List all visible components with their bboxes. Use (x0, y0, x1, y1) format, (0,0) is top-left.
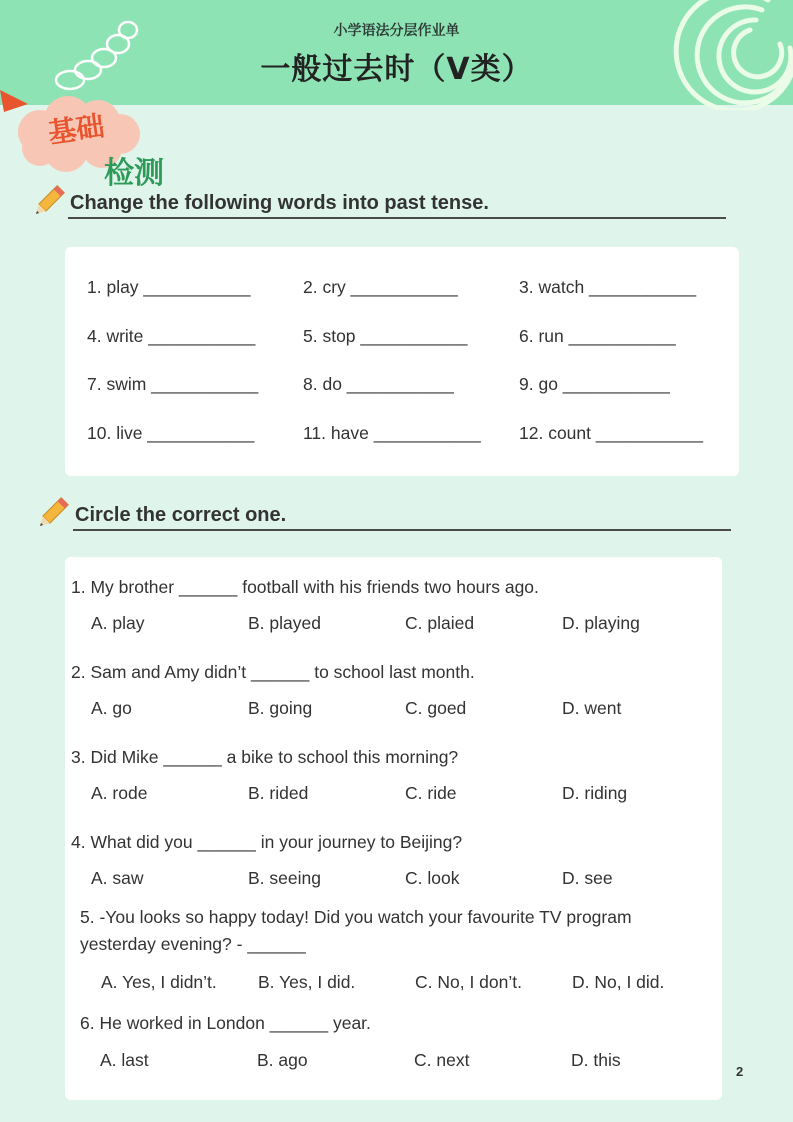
word-item: 5. stop ___________ (303, 326, 468, 346)
word-item: 4. write ___________ (87, 326, 256, 346)
option-b[interactable]: B. rided (248, 783, 309, 803)
option-d[interactable]: D. riding (562, 783, 628, 803)
option-d[interactable]: D. this (571, 1050, 621, 1070)
question-text: 5. -You looks so happy today! Did you watch your favourite TV program (80, 907, 632, 927)
option-d[interactable]: D. No, I did. (572, 972, 665, 992)
word-item: 7. swim ___________ (87, 374, 259, 394)
word-item: 11. have ___________ (303, 423, 481, 443)
question-text: 3. Did Mike ______ a bike to school this morning? (71, 747, 459, 767)
pencil-icon (28, 182, 68, 222)
option-b[interactable]: B. Yes, I did. (258, 972, 356, 992)
option-c[interactable]: C. goed (405, 698, 467, 718)
option-b[interactable]: B. seeing (248, 868, 321, 888)
pencil-icon (32, 494, 72, 534)
option-d[interactable]: D. went (562, 698, 622, 718)
word-item: 3. watch ___________ (519, 277, 697, 297)
section2-heading: Circle the correct one. (75, 504, 287, 526)
option-a[interactable]: A. play (91, 613, 145, 633)
option-d[interactable]: D. playing (562, 613, 640, 633)
question-text-continued: yesterday evening? - ______ (80, 934, 306, 954)
badge-sublabel: 检测 (104, 156, 164, 191)
word-item: 2. cry ___________ (303, 277, 458, 297)
question-text: 2. Sam and Amy didn’t ______ to school last month. (71, 662, 475, 682)
option-a[interactable]: A. rode (91, 783, 148, 803)
option-a[interactable]: A. Yes, I didn’t. (101, 972, 217, 992)
option-b[interactable]: B. played (248, 613, 321, 633)
multiple-choice-card (65, 557, 722, 1100)
worksheet-subtitle: 小学语法分层作业单 (333, 23, 460, 39)
word-item: 10. live ___________ (87, 423, 255, 443)
word-item: 9. go ___________ (519, 374, 670, 394)
word-item: 12. count ___________ (519, 423, 703, 443)
page-number: 2 (736, 1064, 744, 1079)
option-b[interactable]: B. ago (257, 1050, 308, 1070)
word-item: 8. do ___________ (303, 374, 454, 394)
section1-underline (68, 217, 726, 219)
option-c[interactable]: C. No, I don’t. (415, 972, 522, 992)
option-a[interactable]: A. saw (91, 868, 144, 888)
worksheet-title: 一般过去时（V类） (260, 52, 533, 87)
word-item: 6. run ___________ (519, 326, 676, 346)
word-item: 1. play ___________ (87, 277, 251, 297)
option-b[interactable]: B. going (248, 698, 313, 718)
section1-heading: Change the following words into past tense. (70, 192, 489, 214)
word-list-card (65, 247, 739, 476)
option-d[interactable]: D. see (562, 868, 613, 888)
section2-underline (73, 529, 731, 531)
option-c[interactable]: C. look (405, 868, 460, 888)
question-text: 4. What did you ______ in your journey to Beijing? (71, 832, 463, 852)
badge-label: 基础 (46, 109, 107, 150)
option-c[interactable]: C. next (414, 1050, 470, 1070)
option-c[interactable]: C. plaied (405, 613, 475, 633)
option-a[interactable]: A. go (91, 698, 132, 718)
option-c[interactable]: C. ride (405, 783, 457, 803)
question-text: 6. He worked in London ______ year. (80, 1013, 371, 1033)
question-text: 1. My brother ______ football with his friends two hours ago. (71, 577, 539, 597)
option-a[interactable]: A. last (100, 1050, 149, 1070)
